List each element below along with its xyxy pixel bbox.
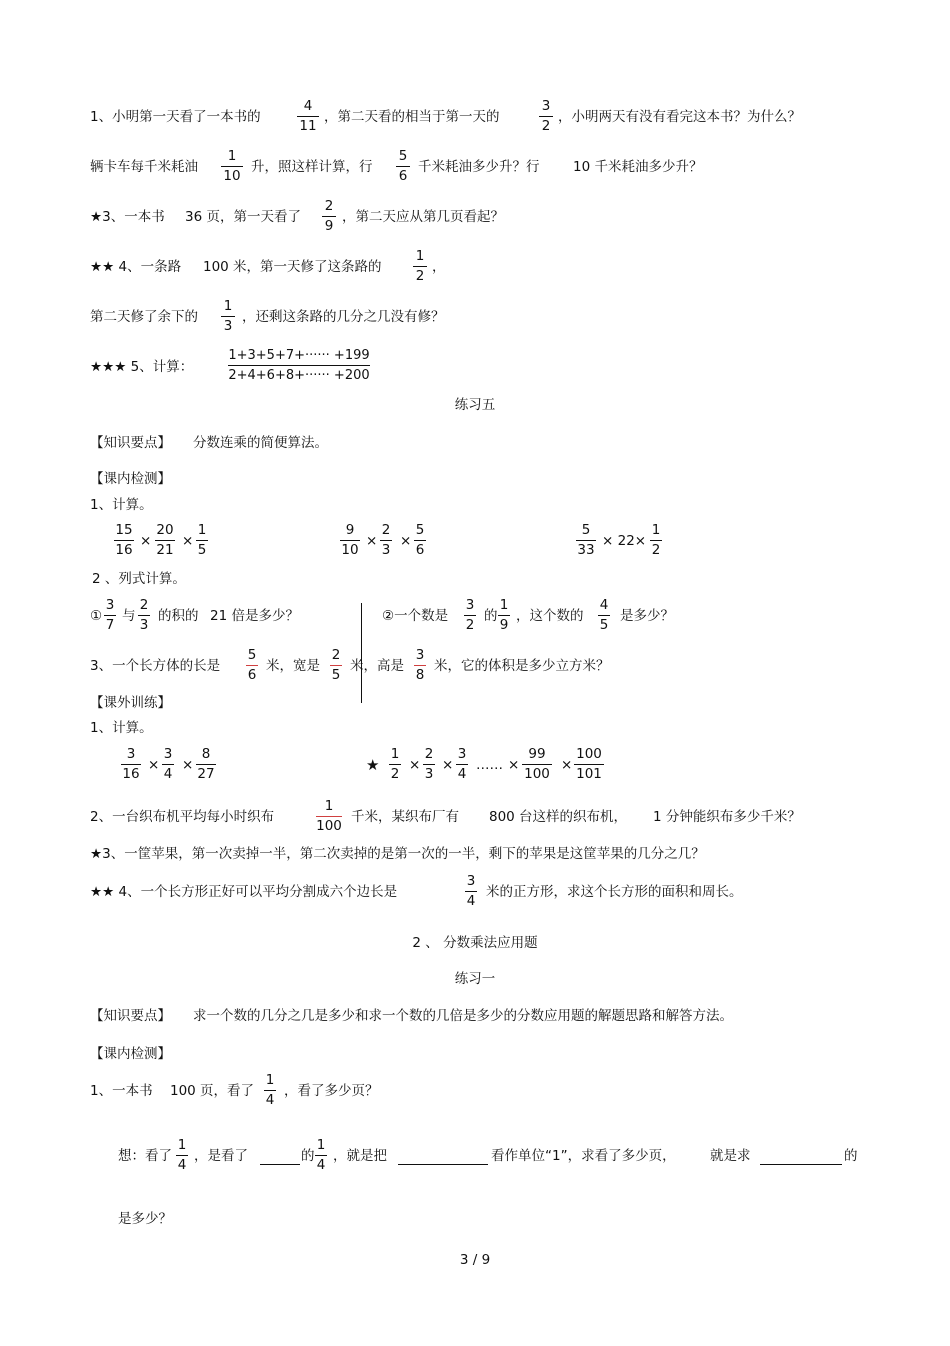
fraction: 99 100 (522, 746, 552, 783)
think-text: ，就是把 (333, 1148, 387, 1164)
question-2b-text: ②一个数是 (382, 608, 449, 624)
exercise-1-label: 1、计算。 (90, 720, 153, 736)
problem-4-text-b: 100 米，第一天修了这条路的 (203, 259, 382, 275)
section-heading: 2 、 分数乘法应用题 (412, 935, 538, 951)
fraction: 20 21 (156, 522, 174, 558)
fraction: 2 5 (331, 647, 341, 683)
fraction: 2 9 (322, 198, 336, 235)
extracurricular-label: 【课外训练】 (90, 695, 171, 711)
question-2a-text: 与 (122, 608, 136, 624)
think-text: ，是看了 (194, 1148, 248, 1164)
knowledge-label: 【知识要点】 (90, 435, 171, 451)
fraction: 1 10 (221, 148, 243, 185)
question-3-text: 米，它的体积是多少立方米？ (434, 658, 610, 674)
problem-1-text-b: ，第二天看的相当于第一天的 (324, 109, 500, 125)
times-sign: × (148, 757, 160, 773)
problem-3-text-b: 36 页，第一天看了 (185, 209, 301, 225)
question-2a-text: 21 倍是多少？ (210, 608, 299, 624)
fraction: 1 2 (390, 746, 400, 782)
fraction: 100 101 (574, 746, 604, 783)
answer-blank[interactable] (260, 1164, 300, 1165)
knowledge-text: 分数连乘的简便算法。 (193, 435, 328, 451)
think-text: 就是求 (710, 1148, 751, 1164)
fraction: 3 4 (163, 746, 173, 782)
problem-2-text-a: 辆卡车每千米耗油 (90, 159, 198, 175)
star-icon: ★ (366, 756, 380, 774)
fraction: 1 4 (177, 1137, 187, 1173)
problem-text: ，看了多少页？ (284, 1083, 379, 1099)
fraction: 15 16 (115, 522, 133, 558)
fraction: 1 100 (316, 798, 342, 834)
exercise-2-text: 2、一台织布机平均每小时织布 (90, 809, 275, 825)
in-class-label: 【课内检测】 (90, 471, 171, 487)
exercise-2-text: 千米，某织布厂有 (351, 809, 459, 825)
problem-2-text-b: 升，照这样计算，行 (251, 159, 373, 175)
denominator: 2 (541, 118, 551, 134)
problem-4-text-a: ★★ 4、一条路 (90, 259, 182, 275)
question-3-text: 米，宽是 (266, 658, 320, 674)
times-22-times: × 22× (602, 533, 647, 549)
problem-text: 1、一本书 (90, 1083, 153, 1099)
fraction: 2 3 (424, 746, 434, 782)
times-sign: × (182, 757, 194, 773)
exercise-4-text: ★★ 4、一个长方形正好可以平均分割成六个边长是 (90, 884, 398, 900)
times-sign: × (561, 757, 573, 773)
question-2b-text: 的 (484, 608, 498, 624)
problem-5-text: ★★★ 5、计算： (90, 359, 194, 375)
fraction: 5 6 (415, 522, 425, 558)
numerator: 4 (303, 98, 313, 114)
problem-3-text-a: ★3、一本书 (90, 209, 165, 225)
knowledge-label: 【知识要点】 (90, 1008, 171, 1024)
page-number: 3 / 9 (459, 1252, 491, 1268)
question-2b-text: ，这个数的 (516, 608, 584, 624)
fraction: 3 16 (122, 746, 140, 782)
fraction: 1 4 (265, 1072, 275, 1108)
denominator: 11 (299, 118, 317, 134)
section-title: 练习五 (454, 397, 496, 413)
think-text: 想：看了 (118, 1148, 172, 1164)
knowledge-text: 求一个数的几分之几是多少和求一个数的几倍是多少的分数应用题的解题思路和解答方法。 (193, 1008, 733, 1024)
fraction: 2 3 (381, 522, 391, 558)
fraction: 4 5 (599, 597, 609, 633)
fraction (297, 98, 319, 135)
fraction: 5 33 (577, 522, 595, 558)
question-2a-text: 的积的 (158, 608, 199, 624)
question-3-text: 米，高是 (350, 658, 404, 674)
problem-text: 100 页，看了 (170, 1083, 255, 1099)
numerator: 3 (541, 98, 551, 114)
divider-line (361, 603, 362, 703)
problem-2-text-c: 千米耗油多少升？行 (418, 159, 540, 175)
think-text: 的 (844, 1148, 858, 1164)
fraction: 3 8 (415, 647, 425, 683)
problem-3-text-c: ，第二天应从第几页看起？ (342, 209, 504, 225)
exercise-2-text: 1 分钟能织布多少千米？ (653, 809, 801, 825)
think-text: 的 (301, 1148, 315, 1164)
problem-4-text-c: ， (432, 259, 446, 275)
fraction: 5 6 (247, 647, 257, 683)
question-3-text: 3、一个长方体的长是 (90, 658, 221, 674)
fraction: 1 9 (499, 597, 509, 633)
think-text: 是多少？ (118, 1211, 172, 1227)
times-sign: × (140, 533, 152, 549)
times-sign: × (366, 533, 378, 549)
question-2a-text: ① (90, 608, 103, 624)
fraction: 5 6 (396, 148, 410, 185)
problem-1-text-c: ，小明两天有没有看完这本书？为什么？ (558, 109, 801, 125)
exercise-3-text: ★3、一筐苹果，第一次卖掉一半，第二次卖掉的是第一次的一半，剩下的苹果是这筐苹果的几分之几？ (90, 846, 705, 862)
question-1-label: 1、计算。 (90, 497, 153, 513)
answer-blank[interactable] (398, 1164, 488, 1165)
fraction: 1 5 (197, 522, 207, 558)
problem-4-text-d: 第二天修了余下的 (90, 309, 198, 325)
times-sign: × (508, 757, 520, 773)
think-text: 看作单位“1”，求看了多少页， (491, 1148, 676, 1164)
fraction: 9 10 (341, 522, 359, 558)
problem-4-text-e: ，还剩这条路的几分之几没有修？ (242, 309, 445, 325)
times-sign: × (400, 533, 412, 549)
fraction: 1 2 (651, 522, 661, 558)
ellipsis: …… (476, 757, 503, 773)
times-sign: × (442, 757, 454, 773)
fraction: 3 4 (466, 873, 476, 909)
fraction: 8 27 (197, 746, 215, 782)
fraction: 3 2 (465, 597, 475, 633)
question-2b-text: 是多少？ (620, 608, 674, 624)
fraction: 1 3 (221, 298, 235, 335)
fraction: 2 3 (139, 597, 149, 633)
times-sign: × (182, 533, 194, 549)
answer-blank[interactable] (760, 1164, 842, 1165)
fraction: 3 7 (105, 597, 115, 633)
fraction: 1 2 (413, 248, 427, 285)
section-title: 练习一 (454, 971, 496, 987)
problem-2-text-d: 10 千米耗油多少升？ (573, 159, 703, 175)
fraction: 1+3+5+7+······ +199 2+4+6+8+······ +200 (228, 348, 370, 383)
exercise-2-text: 800 台这样的织布机， (489, 809, 628, 825)
times-sign: × (409, 757, 421, 773)
fraction: 1 4 (316, 1137, 326, 1173)
exercise-4-text: 米的正方形，求这个长方形的面积和周长。 (486, 884, 743, 900)
fraction: 3 4 (457, 746, 467, 782)
question-2-label: 2 、列式计算。 (92, 571, 186, 587)
in-class-label: 【课内检测】 (90, 1046, 171, 1062)
problem-1-text-a: 1、小明第一天看了一本书的 (90, 109, 261, 125)
fraction (539, 98, 553, 135)
